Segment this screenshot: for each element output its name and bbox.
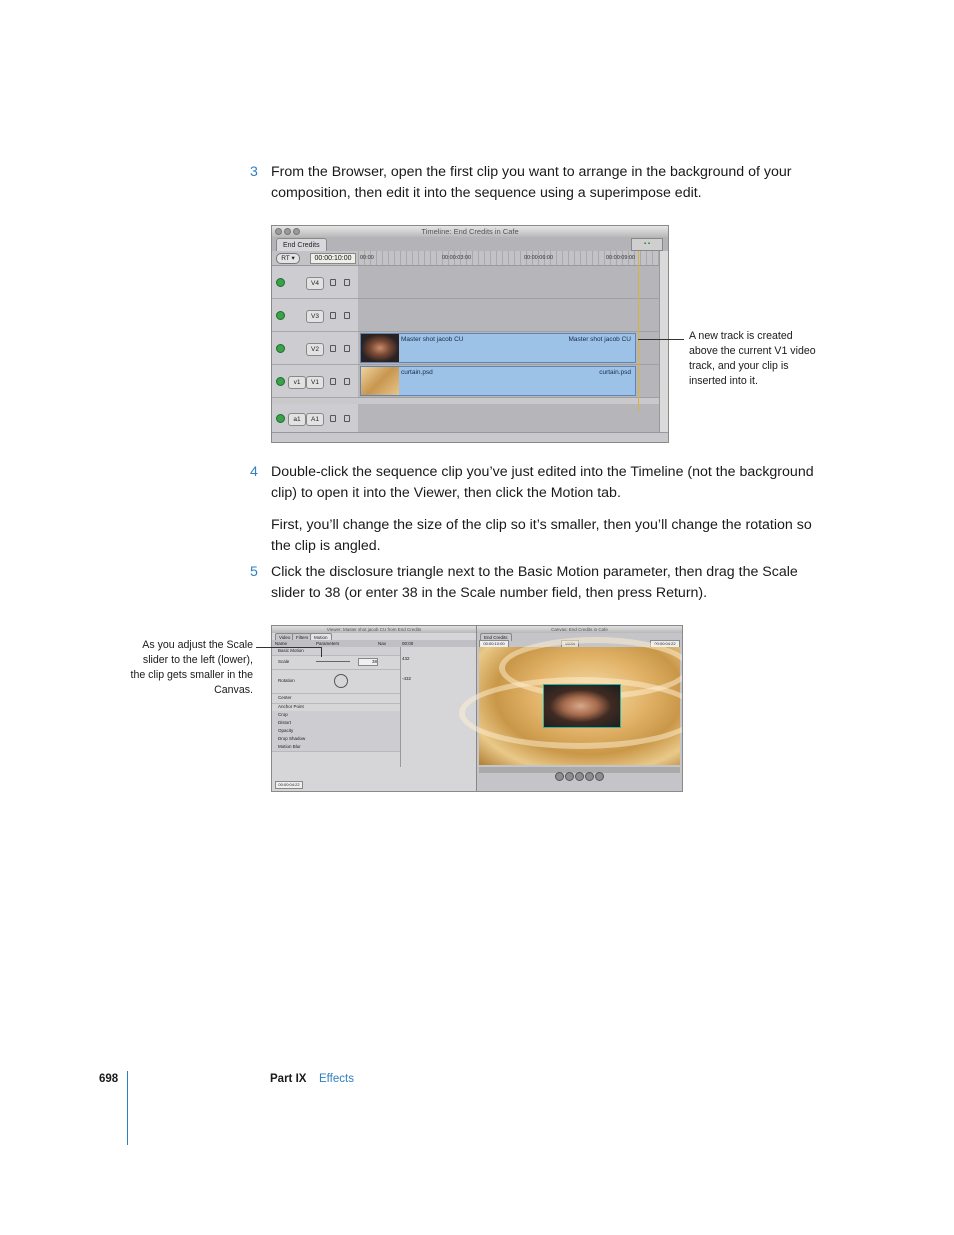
body-paragraph: First, you’ll change the size of the clip so it’s smaller, then you’ll change the rotation so the clip is angled.: [271, 517, 812, 554]
ruler-label: 00:00: [360, 255, 374, 261]
keyframe-value-bottom: -432: [402, 676, 412, 681]
step-text: From the Browser, open the first clip you want to arrange in the background of your composition, then edit it into the sequence using a superimpose edit.: [271, 164, 792, 201]
track-dst-v1: V1: [306, 376, 324, 389]
footer-rule: [127, 1071, 128, 1145]
visibility-icon: [276, 311, 285, 320]
canvas-image: [479, 647, 680, 765]
part-label: Part IX: [270, 1073, 307, 1085]
page-number: 698: [99, 1073, 119, 1085]
lock-icon: [330, 312, 336, 319]
autoselect-icon: [344, 345, 350, 352]
step-text: Double-click the sequence clip you’ve just edited into the Timeline (not the background clip) to open it into the Viewer, then click the Motion tab.: [271, 464, 814, 501]
rotation-dial-icon: [334, 674, 348, 688]
clip-master-shot: [360, 333, 636, 363]
visibility-icon: [276, 377, 285, 386]
rt-label: RT: [281, 255, 290, 262]
lock-icon: [330, 378, 336, 385]
time-ruler: [358, 251, 660, 265]
visibility-icon: [276, 344, 285, 353]
callout-leader: [321, 647, 322, 657]
tab-filters: Filters: [292, 633, 312, 641]
ruler-label: 00:00:09:00: [606, 255, 636, 261]
next-edit-icon: [595, 772, 604, 781]
track-header-v3: [272, 299, 358, 332]
track-v4: [358, 266, 660, 299]
canvas-timecode-right: 00:00:04:22: [650, 640, 680, 648]
canvas-window: [477, 626, 682, 791]
param-distort: Distort: [278, 720, 292, 725]
rt-menu: RT ▾: [276, 253, 300, 264]
window-title: Timeline: End Credits in Cafe: [421, 227, 519, 236]
viewer-window: [272, 626, 477, 791]
scale-slider: [316, 661, 350, 662]
col-params: Parameters: [316, 641, 340, 646]
viewer-title: Viewer: Master shot jacob CU from End Credits: [326, 627, 422, 632]
toggle-icon: ▪ ▪: [631, 238, 663, 251]
param-crop: Crop: [278, 712, 288, 717]
track-dst-v4: V4: [306, 277, 324, 290]
callout-timeline: A new track is created above the current V1 video track, and your clip is inserted into it.: [689, 330, 816, 387]
track-dst-v3: V3: [306, 310, 324, 323]
param-rotation: Rotation: [278, 678, 295, 683]
clip-name-right: Master shot jacob CU: [568, 336, 631, 343]
canvas-timecode: 00:00:10:00: [479, 640, 509, 648]
tab-end-credits: End Credits: [276, 238, 327, 252]
keyframe-value-top: 432: [402, 656, 410, 661]
col-nav: Nav: [378, 641, 387, 646]
speaker-icon: [276, 414, 285, 423]
clip-thumbnail: [361, 334, 399, 362]
timeline-screenshot: [271, 225, 669, 443]
tab-end-credits: End Credits: [480, 633, 512, 641]
track-a1: [358, 404, 660, 435]
autoselect-icon: [344, 415, 350, 422]
param-scale: Scale: [278, 659, 290, 664]
scale-field: 38: [358, 658, 378, 666]
autoselect-icon: [344, 279, 350, 286]
canvas-title: Canvas: End Credits in Cafe: [551, 627, 608, 632]
prev-edit-icon: [555, 772, 564, 781]
autoselect-icon: [344, 378, 350, 385]
visibility-icon: [276, 278, 285, 287]
keyframe-divider: [400, 647, 401, 767]
track-v1: [358, 365, 660, 398]
track-header-v1: [272, 365, 358, 398]
canvas-titlebar: [477, 626, 682, 633]
playhead: [638, 251, 639, 411]
track-src-v1: v1: [288, 376, 306, 389]
track-header-v4: [272, 266, 358, 299]
ruler-label: 00:00:06:00: [524, 255, 554, 261]
track-header-a1: [272, 404, 358, 435]
callout-viewer: As you adjust the Scale slider to the left (lower), the clip gets smaller in the Canvas.: [130, 639, 253, 696]
vertical-scrollbar: [659, 251, 668, 434]
step-text: Click the disclosure triangle next to the Basic Motion parameter, then drag the Scale slider to 38 (or enter 38 in the Scale number field, then press Return).: [271, 564, 798, 601]
step-number: 4: [250, 464, 258, 480]
clip-name-left: curtain.psd: [401, 369, 433, 376]
tab-motion: Motion: [310, 633, 332, 641]
track-src-a1: a1: [288, 413, 306, 426]
clip-name-right: curtain.psd: [599, 369, 631, 376]
clip-thumbnail: [361, 367, 399, 395]
scaled-clip: [543, 684, 621, 728]
tab-video: Video: [275, 633, 294, 641]
track-v2: [358, 332, 660, 365]
clip-curtain: [360, 366, 636, 396]
param-row: [272, 669, 400, 694]
autoselect-icon: [344, 312, 350, 319]
param-basic-motion: Basic Motion: [278, 648, 304, 653]
viewer-timecode: 00:00:04:22: [275, 781, 303, 789]
step-number: 5: [250, 564, 258, 580]
param-motion-blur: Motion Blur: [278, 744, 301, 749]
param-row: [272, 743, 400, 752]
lock-icon: [330, 279, 336, 286]
ruler-label: 00:00:03:00: [442, 255, 472, 261]
param-opacity: Opacity: [278, 728, 294, 733]
param-drop-shadow: Drop Shadow: [278, 736, 306, 741]
callout-leader: [256, 647, 321, 648]
play-icon: [575, 772, 584, 781]
track-header-v2: [272, 332, 358, 365]
lock-icon: [330, 345, 336, 352]
clip-name-left: Master shot jacob CU: [401, 336, 464, 343]
zoom-menu: 100%: [561, 640, 579, 648]
track-dst-a1: A1: [306, 413, 324, 426]
params-header: [272, 640, 476, 647]
timeline-bottom-bar: [272, 432, 668, 442]
track-dst-v2: V2: [306, 343, 324, 356]
viewer-canvas-screenshot: [271, 625, 683, 792]
col-tc: 00:00: [402, 641, 414, 646]
step-number: 3: [250, 164, 258, 180]
section-label: Effects: [319, 1073, 354, 1085]
param-anchor-point: Anchor Point: [278, 704, 304, 709]
timecode-field: 00:00:10:00: [310, 253, 356, 264]
play-in-out-icon: [565, 772, 574, 781]
track-v3: [358, 299, 660, 332]
param-row: [272, 655, 400, 670]
viewer-titlebar: [272, 626, 476, 633]
lock-icon: [330, 415, 336, 422]
play-around-icon: [585, 772, 594, 781]
callout-leader: [638, 339, 684, 340]
col-name: Name: [275, 641, 288, 646]
param-center: Center: [278, 695, 292, 700]
